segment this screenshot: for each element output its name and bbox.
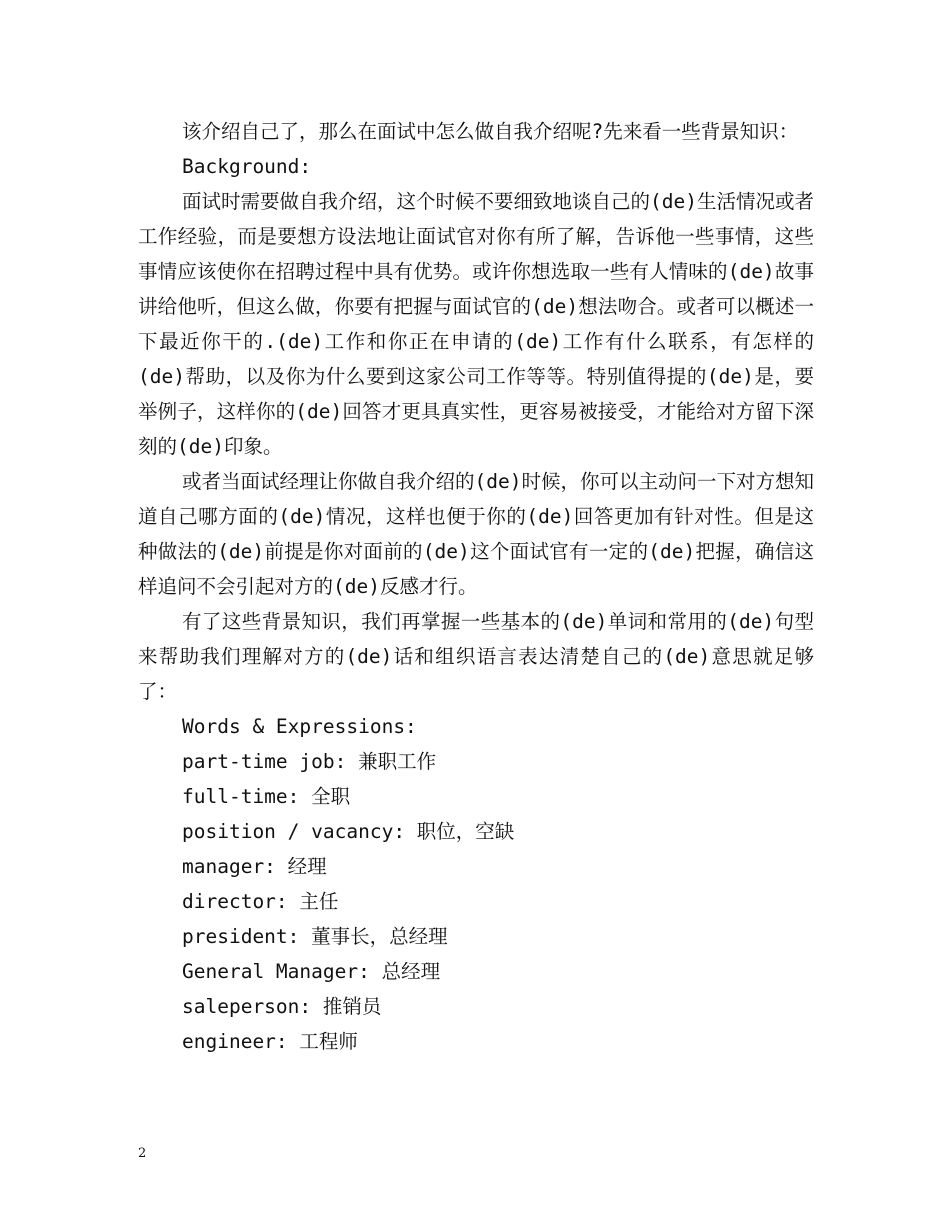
word-entry-position: position / vacancy: 职位，空缺 bbox=[182, 820, 515, 843]
word-entry-general-manager: General Manager: 总经理 bbox=[182, 960, 441, 983]
background-paragraph-2: 或者当面试经理让你做自我介绍的(de)时候，你可以主动问一下对方想知道自己哪方面的(de)情况，这样也便于你的(de)回答更加有针对性。但是这种做法的(de)前提是你对面前的(de)这个面试官有一定的(de)把握，确信这样追问不会引起对方的(de)反感才行。 bbox=[138, 470, 814, 598]
document-body bbox=[138, 114, 814, 1059]
background-paragraph-1: 面试时需要做自我介绍，这个时候不要细致地谈自己的(de)生活情况或者工作经验，而是要想方设法地让面试官对你有所了解，告诉他一些事情，这些事情应该使你在招聘过程中具有优势。或许你想选取一些有人情味的(de)故事讲给他听，但这么做，你要有把握与面试官的(de)想法吻合。或者可以概述一下最近你干的.(de)工作和你正在申请的(de)工作有什么联系，有怎样的(de)帮助，以及你为什么要到这家公司工作等等。特别值得提的(de)是，要举例子，这样你的(de)回答才更具真实性，更容易被接受，才能给对方留下深刻的(de)印象。 bbox=[138, 190, 814, 458]
word-entry-engineer: engineer: 工程师 bbox=[182, 1030, 358, 1053]
word-entry-part-time: part-time job: 兼职工作 bbox=[182, 750, 437, 773]
page-number: 2 bbox=[138, 1146, 147, 1161]
word-entry-president: president: 董事长，总经理 bbox=[182, 925, 448, 948]
word-entry-director: director: 主任 bbox=[182, 890, 339, 913]
background-paragraph-3: 有了这些背景知识，我们再掌握一些基本的(de)单词和常用的(de)句型来帮助我们理解对方的(de)话和组织语言表达清楚自己的(de)意思就足够了： bbox=[138, 610, 814, 703]
intro-paragraph: 该介绍自己了，那么在面试中怎么做自我介绍呢?先来看一些背景知识： bbox=[182, 120, 799, 143]
background-heading: Background: bbox=[182, 155, 312, 178]
word-entry-manager: manager: 经理 bbox=[182, 855, 327, 878]
word-entry-full-time: full-time: 全职 bbox=[182, 785, 351, 808]
word-entry-saleperson: saleperson: 推销员 bbox=[182, 995, 382, 1018]
words-heading: Words & Expressions: bbox=[182, 715, 417, 738]
